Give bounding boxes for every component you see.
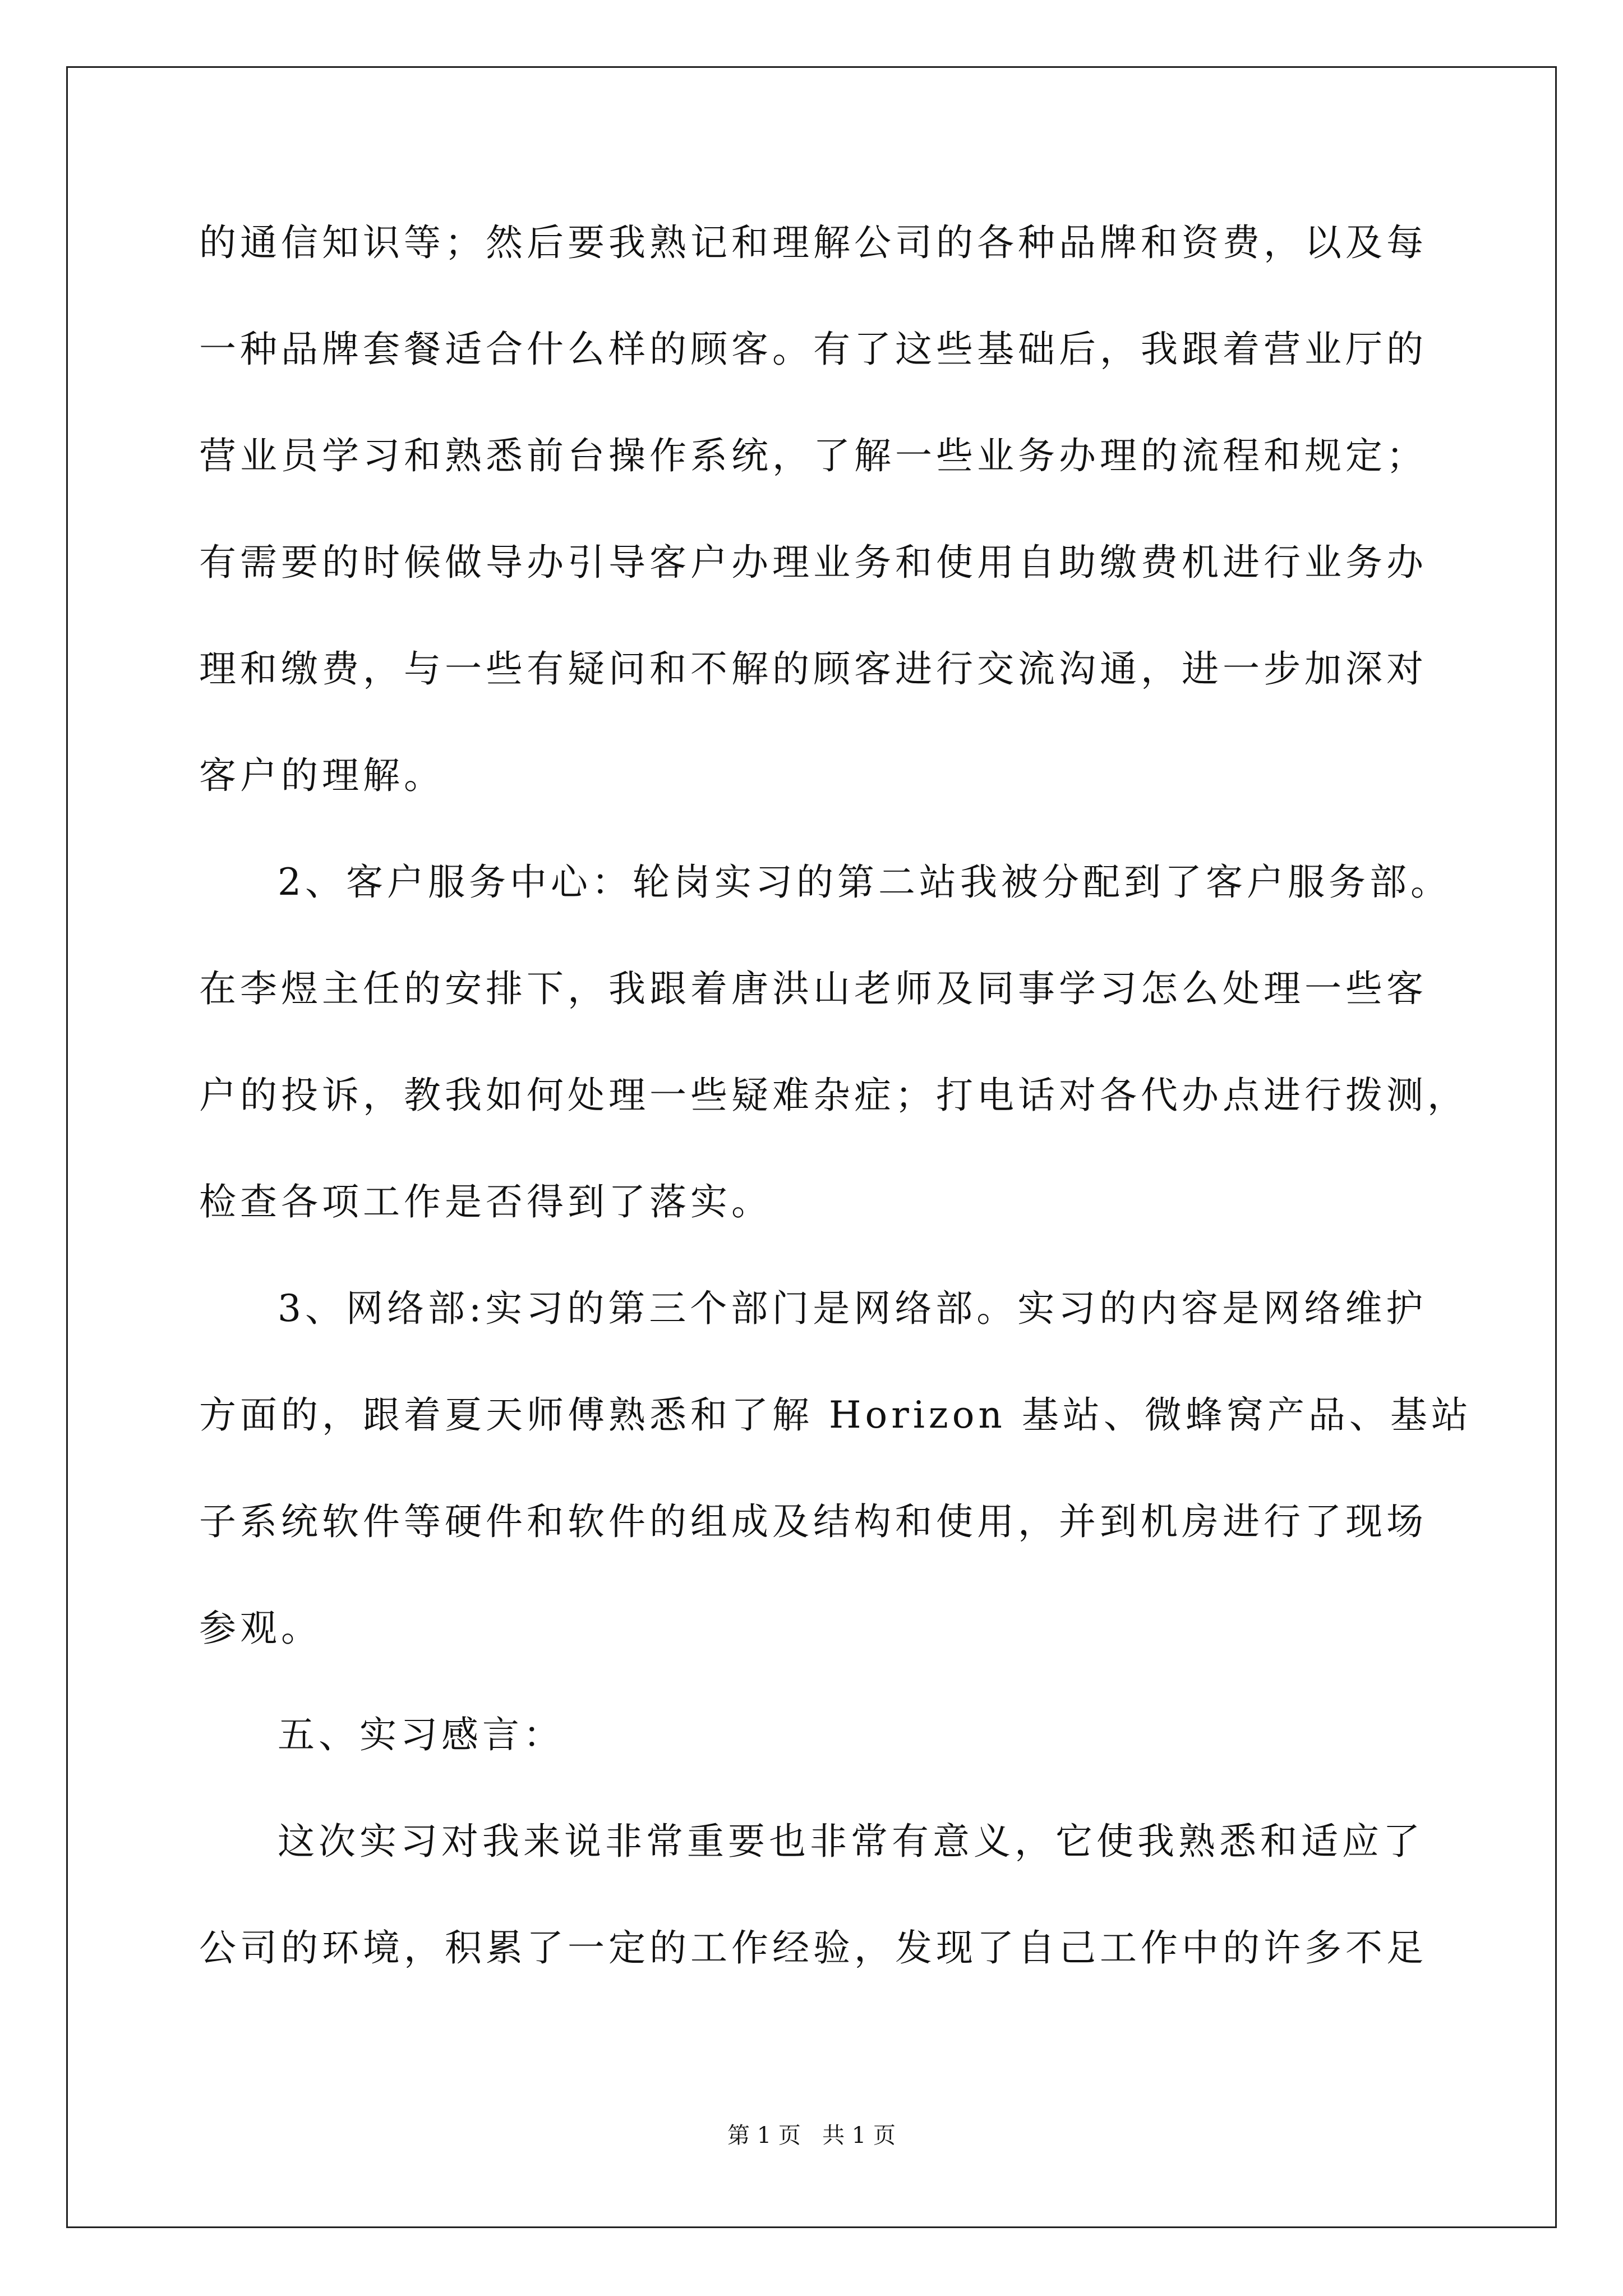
text-line-16: 这次实习对我来说非常重要也非常有意义，它使我熟悉和适应了 bbox=[278, 1820, 1424, 1863]
text-line-4: 有需要的时候做导办引导客户办理业务和使用自助缴费机进行业务办 bbox=[199, 541, 1427, 584]
section-2-heading-line: 2、客户服务中心：轮岗实习的第二站我被分配到了客户服务部。 bbox=[278, 861, 1451, 904]
document-body bbox=[199, 201, 1472, 2013]
text-line-5: 理和缴费，与一些有疑问和不解的顾客进行交流沟通，进一步加深对 bbox=[199, 647, 1427, 691]
text-line-3: 营业员学习和熟悉前台操作系统，了解一些业务办理的流程和规定； bbox=[199, 434, 1427, 477]
text-line-1: 的通信知识等；然后要我熟记和理解公司的各种品牌和资费，以及每 bbox=[199, 221, 1427, 264]
text-line-10: 检查各项工作是否得到了落实。 bbox=[199, 1180, 772, 1223]
text-line-13: 子系统软件等硬件和软件的组成及结构和使用，并到机房进行了现场 bbox=[199, 1500, 1427, 1543]
section-5-heading: 五、实习感言： bbox=[278, 1713, 564, 1756]
text-line-2: 一种品牌套餐适合什么样的顾客。有了这些基础后，我跟着营业厅的 bbox=[199, 328, 1427, 371]
text-line-12: 方面的，跟着夏天师傅熟悉和了解 Horizon 基站、微蜂窝产品、基站 bbox=[199, 1393, 1472, 1437]
text-line-14: 参观。 bbox=[199, 1607, 322, 1650]
text-line-8: 在李煜主任的安排下，我跟着唐洪山老师及同事学习怎么处理一些客 bbox=[199, 967, 1427, 1010]
text-line-17: 公司的环境，积累了一定的工作经验，发现了自己工作中的许多不足 bbox=[199, 1926, 1427, 1970]
text-line-9: 户的投诉，教我如何处理一些疑难杂症；打电话对各代办点进行拨测， bbox=[199, 1074, 1468, 1117]
text-line-6: 客户的理解。 bbox=[199, 754, 445, 797]
section-3-heading-line: 3、网络部:实习的第三个部门是网络部。实习的内容是网络维护 bbox=[278, 1287, 1427, 1330]
page-footer: 第 1 页 共 1 页 bbox=[727, 2123, 896, 2148]
